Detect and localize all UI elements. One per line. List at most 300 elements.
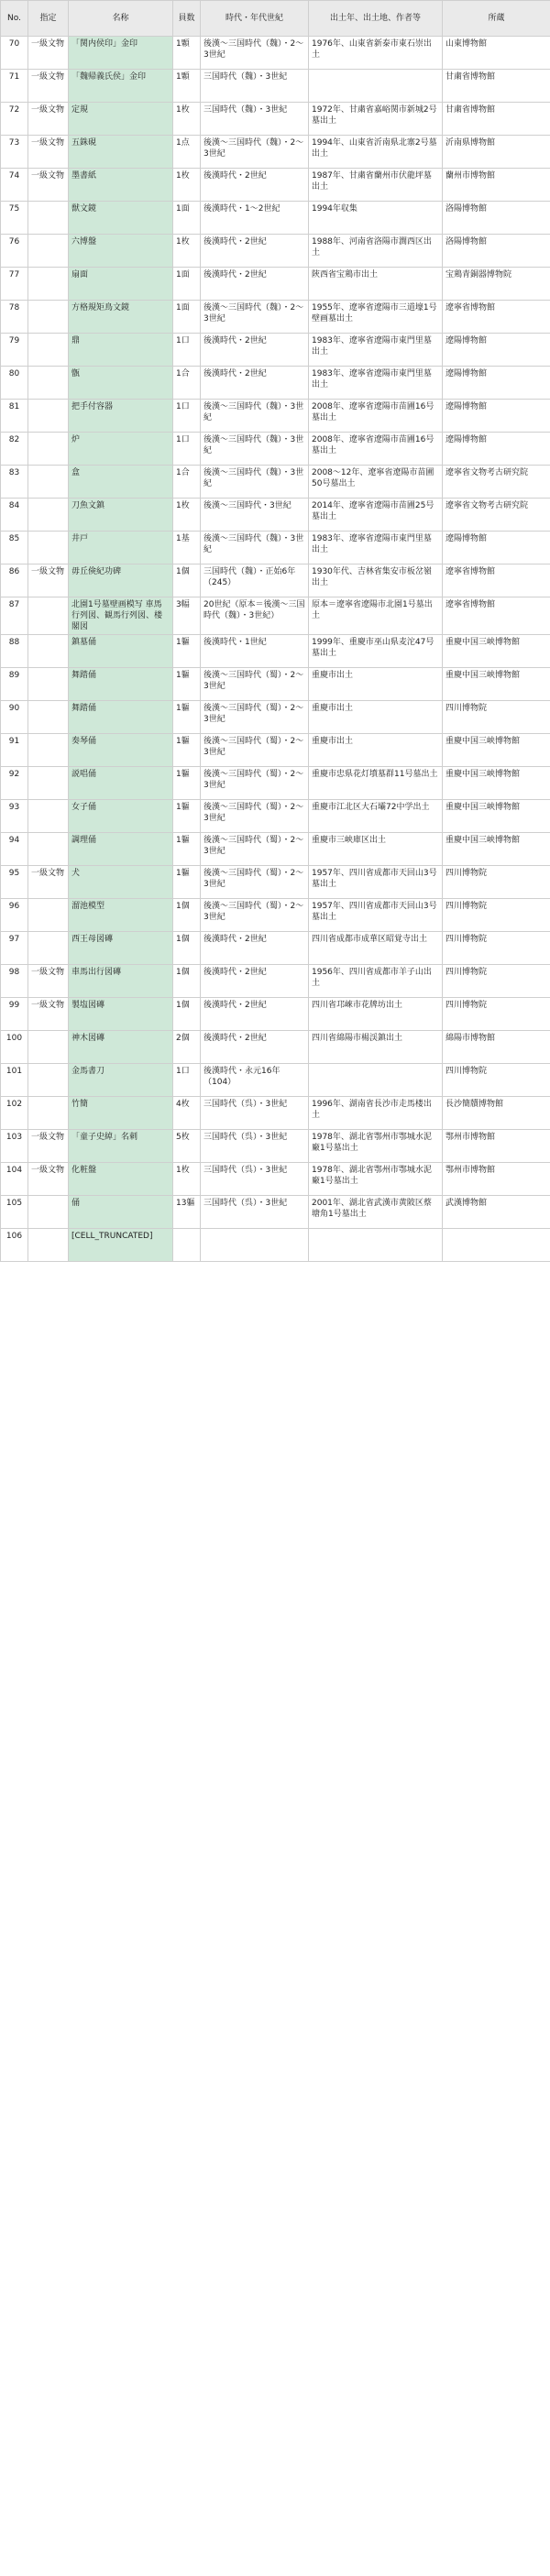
row-quantity: 1軀 — [173, 800, 201, 833]
row-number: 97 — [1, 932, 28, 965]
row-designation — [28, 800, 69, 833]
row-designation — [28, 734, 69, 767]
row-collection: 長沙簡牘博物館 — [443, 1097, 550, 1130]
row-origin: 四川省成都市成華区昭覚寺出土 — [309, 932, 443, 965]
row-number: 105 — [1, 1196, 28, 1229]
row-name: 俑 — [69, 1196, 173, 1229]
row-quantity: 1口 — [173, 334, 201, 367]
column-header-designation: 指定 — [28, 1, 69, 37]
row-origin: 2008年、遼寧省遼陽市苗圃16号墓出土 — [309, 400, 443, 433]
row-era: 後漢〜三国時代（蜀）・2〜3世紀 — [201, 734, 309, 767]
row-designation: 一級文物 — [28, 965, 69, 998]
table-row — [1, 70, 550, 103]
row-designation — [28, 1229, 69, 1262]
row-quantity: 3幅 — [173, 597, 201, 635]
row-origin: 1999年、重慶市巫山県麦沱47号墓出土 — [309, 635, 443, 668]
row-name: 井戸 — [69, 532, 173, 565]
row-collection: 山東博物館 — [443, 37, 550, 70]
row-era: 三国時代（呉）・3世紀 — [201, 1196, 309, 1229]
row-designation — [28, 268, 69, 301]
row-era: 後漢〜三国時代（蜀）・2〜3世紀 — [201, 668, 309, 701]
row-origin: 重慶市三峡庫区出土 — [309, 833, 443, 866]
row-quantity: 1軀 — [173, 767, 201, 800]
column-header-quantity: 員数 — [173, 1, 201, 37]
row-name: 刀魚文鎮 — [69, 499, 173, 532]
row-era: 後漢〜三国時代（蜀）・2〜3世紀 — [201, 899, 309, 932]
row-number: 82 — [1, 433, 28, 466]
row-origin: 1983年、遼寧省遼陽市東門里墓出土 — [309, 334, 443, 367]
row-designation: 一級文物 — [28, 70, 69, 103]
row-quantity: 1合 — [173, 466, 201, 499]
row-origin: 1972年、甘粛省嘉峪関市新城2号墓出土 — [309, 103, 443, 136]
row-era: 後漢〜三国時代（蜀）・2〜3世紀 — [201, 800, 309, 833]
table-row — [1, 136, 550, 169]
table-row — [1, 668, 550, 701]
row-designation — [28, 466, 69, 499]
row-origin: 1978年、湖北省鄂州市鄂城水泥廠1号墓出土 — [309, 1130, 443, 1163]
row-quantity: 1軀 — [173, 635, 201, 668]
row-name: 舞踏俑 — [69, 701, 173, 734]
row-name: 扇面 — [69, 268, 173, 301]
row-era: 後漢〜三国時代・3世紀 — [201, 499, 309, 532]
row-name: 犬 — [69, 866, 173, 899]
row-number: 103 — [1, 1130, 28, 1163]
row-collection: 遼寧省博物館 — [443, 301, 550, 334]
row-quantity: 1顆 — [173, 37, 201, 70]
row-name: 西王母図磚 — [69, 932, 173, 965]
row-collection: 洛陽博物館 — [443, 235, 550, 268]
table-row — [1, 1031, 550, 1064]
row-era: 後漢〜三国時代（魏）・2〜3世紀 — [201, 301, 309, 334]
table-row — [1, 532, 550, 565]
row-designation — [28, 433, 69, 466]
row-collection: 重慶中国三峡博物館 — [443, 668, 550, 701]
row-number: 101 — [1, 1064, 28, 1097]
row-name: 溜池模型 — [69, 899, 173, 932]
row-quantity: 1個 — [173, 932, 201, 965]
row-era: 後漢時代・2世紀 — [201, 367, 309, 400]
row-name: 神木図磚 — [69, 1031, 173, 1064]
row-collection: 甘粛省博物館 — [443, 103, 550, 136]
row-number: 81 — [1, 400, 28, 433]
row-number: 91 — [1, 734, 28, 767]
row-era: 三国時代（呉）・3世紀 — [201, 1097, 309, 1130]
row-collection: 四川博物院 — [443, 998, 550, 1031]
row-name: 竹簡 — [69, 1097, 173, 1130]
table-row — [1, 1196, 550, 1229]
row-number: 92 — [1, 767, 28, 800]
row-name: 北園1号墓壁画模写 車馬行列図、観馬行列図、楼閣図 — [69, 597, 173, 635]
row-origin: 原本＝遼寧省遼陽市北園1号墓出土 — [309, 597, 443, 635]
table-row — [1, 565, 550, 597]
row-number: 102 — [1, 1097, 28, 1130]
row-number: 72 — [1, 103, 28, 136]
row-origin: 重慶市忠県花灯墳墓群11号墓出土 — [309, 767, 443, 800]
row-designation: 一級文物 — [28, 136, 69, 169]
row-era: 後漢時代・2世紀 — [201, 268, 309, 301]
row-name: 五銖硯 — [69, 136, 173, 169]
table-header-row — [1, 1, 550, 37]
row-origin: 四川省邛崍市花牌坊出土 — [309, 998, 443, 1031]
row-designation — [28, 833, 69, 866]
row-name: [CELL_TRUNCATED] — [69, 1229, 173, 1262]
row-era: 後漢〜三国時代（蜀）・2〜3世紀 — [201, 767, 309, 800]
row-collection: 鄂州市博物館 — [443, 1163, 550, 1196]
row-number: 83 — [1, 466, 28, 499]
row-era: 後漢〜三国時代（蜀）・2〜3世紀 — [201, 833, 309, 866]
row-name: 化粧盤 — [69, 1163, 173, 1196]
row-designation — [28, 767, 69, 800]
row-quantity: 1点 — [173, 136, 201, 169]
row-era: 20世紀（原本＝後漢〜三国時代（魏）・3世紀） — [201, 597, 309, 635]
row-name: 六博盤 — [69, 235, 173, 268]
row-collection: 遼陽博物館 — [443, 532, 550, 565]
table-row — [1, 866, 550, 899]
column-header-era: 時代・年代世紀 — [201, 1, 309, 37]
row-designation: 一級文物 — [28, 103, 69, 136]
row-collection: 遼陽博物館 — [443, 334, 550, 367]
row-quantity: 1枚 — [173, 169, 201, 202]
row-era: 後漢時代・2世紀 — [201, 334, 309, 367]
row-collection: 蘭州市博物館 — [443, 169, 550, 202]
row-quantity: 1面 — [173, 268, 201, 301]
row-designation — [28, 334, 69, 367]
row-name: 炉 — [69, 433, 173, 466]
row-quantity: 1個 — [173, 965, 201, 998]
row-designation — [28, 235, 69, 268]
row-era: 後漢〜三国時代（魏）・2〜3世紀 — [201, 136, 309, 169]
row-name: 説唱俑 — [69, 767, 173, 800]
row-origin: 重慶市出土 — [309, 701, 443, 734]
row-name: 毋丘倹紀功碑 — [69, 565, 173, 597]
row-name: 甑 — [69, 367, 173, 400]
row-origin: 1983年、遼寧省遼陽市東門里墓出土 — [309, 532, 443, 565]
row-origin: 1996年、湖南省長沙市走馬楼出土 — [309, 1097, 443, 1130]
row-era: 後漢時代・2世紀 — [201, 169, 309, 202]
row-designation: 一級文物 — [28, 1163, 69, 1196]
row-designation — [28, 635, 69, 668]
row-name: 盒 — [69, 466, 173, 499]
row-name: 「魏帰義氏侯」金印 — [69, 70, 173, 103]
row-origin: 1983年、遼寧省遼陽市東門里墓出土 — [309, 367, 443, 400]
row-era: 後漢時代・2世紀 — [201, 1031, 309, 1064]
table-row — [1, 998, 550, 1031]
row-number: 96 — [1, 899, 28, 932]
row-collection: 武漢博物館 — [443, 1196, 550, 1229]
row-collection: 遼陽博物館 — [443, 433, 550, 466]
row-era — [201, 1229, 309, 1262]
row-quantity: 1面 — [173, 301, 201, 334]
row-origin — [309, 1229, 443, 1262]
row-quantity: 1枚 — [173, 235, 201, 268]
table-row — [1, 800, 550, 833]
row-era: 後漢時代・1世紀 — [201, 635, 309, 668]
row-quantity: 1枚 — [173, 499, 201, 532]
row-quantity: 1軀 — [173, 833, 201, 866]
table-row — [1, 899, 550, 932]
row-number: 99 — [1, 998, 28, 1031]
row-designation — [28, 1097, 69, 1130]
row-origin: 2008年、遼寧省遼陽市苗圃16号墓出土 — [309, 433, 443, 466]
row-collection: 重慶中国三峡博物館 — [443, 734, 550, 767]
row-quantity: 1面 — [173, 202, 201, 235]
table-row — [1, 37, 550, 70]
table-row — [1, 268, 550, 301]
row-era: 後漢時代・永元16年（104） — [201, 1064, 309, 1097]
row-name: 鼎 — [69, 334, 173, 367]
row-name: 定規 — [69, 103, 173, 136]
row-collection: 四川博物院 — [443, 1064, 550, 1097]
row-quantity: 1口 — [173, 1064, 201, 1097]
row-number: 75 — [1, 202, 28, 235]
table-row — [1, 466, 550, 499]
row-quantity: 1個 — [173, 899, 201, 932]
row-designation — [28, 499, 69, 532]
row-designation — [28, 1196, 69, 1229]
row-quantity: 1個 — [173, 565, 201, 597]
row-origin: 四川省綿陽市楊渓鎮出土 — [309, 1031, 443, 1064]
row-name: 製塩図磚 — [69, 998, 173, 1031]
row-era: 後漢〜三国時代（蜀）・2〜3世紀 — [201, 866, 309, 899]
row-collection: 重慶中国三峡博物館 — [443, 635, 550, 668]
row-collection: 遼寧省博物館 — [443, 565, 550, 597]
row-quantity: 2個 — [173, 1031, 201, 1064]
row-origin: 1994年、山東省沂南県北寨2号墓出土 — [309, 136, 443, 169]
row-era: 三国時代（魏）・正始6年（245） — [201, 565, 309, 597]
row-origin: 陝西省宝鶏市出土 — [309, 268, 443, 301]
table-row — [1, 597, 550, 635]
row-quantity: 13軀 — [173, 1196, 201, 1229]
table-row — [1, 965, 550, 998]
column-header-origin: 出土年、出土地、作者等 — [309, 1, 443, 37]
row-era: 三国時代（魏）・3世紀 — [201, 103, 309, 136]
row-name: 墨書紙 — [69, 169, 173, 202]
row-origin: 重慶市出土 — [309, 734, 443, 767]
row-designation: 一級文物 — [28, 169, 69, 202]
row-era: 三国時代（呉）・3世紀 — [201, 1130, 309, 1163]
row-collection: 遼陽博物館 — [443, 400, 550, 433]
row-quantity: 1軀 — [173, 701, 201, 734]
row-name: 鎮墓俑 — [69, 635, 173, 668]
column-header-no: No. — [1, 1, 28, 37]
row-quantity: 5枚 — [173, 1130, 201, 1163]
row-collection: 遼寧省文物考古研究院 — [443, 466, 550, 499]
row-origin: 1957年、四川省成都市天回山3号墓出土 — [309, 866, 443, 899]
table-row — [1, 767, 550, 800]
row-collection: 四川博物院 — [443, 965, 550, 998]
row-era: 後漢時代・2世紀 — [201, 998, 309, 1031]
row-number: 87 — [1, 597, 28, 635]
row-designation: 一級文物 — [28, 37, 69, 70]
row-collection: 四川博物院 — [443, 899, 550, 932]
row-name: 「童子史綽」名刺 — [69, 1130, 173, 1163]
row-era: 後漢〜三国時代（魏）・3世紀 — [201, 400, 309, 433]
row-era: 後漢〜三国時代（魏）・3世紀 — [201, 466, 309, 499]
row-number: 77 — [1, 268, 28, 301]
row-number: 71 — [1, 70, 28, 103]
row-quantity: 1枚 — [173, 1163, 201, 1196]
row-origin: 1957年、四川省成都市天回山3号墓出土 — [309, 899, 443, 932]
table-row — [1, 1064, 550, 1097]
row-number: 89 — [1, 668, 28, 701]
table-row — [1, 1097, 550, 1130]
row-designation — [28, 1064, 69, 1097]
row-collection: 遼陽博物館 — [443, 367, 550, 400]
row-number: 90 — [1, 701, 28, 734]
row-collection: 沂南県博物館 — [443, 136, 550, 169]
row-origin: 重慶市江北区大石壩72中学出土 — [309, 800, 443, 833]
row-number: 94 — [1, 833, 28, 866]
row-origin — [309, 70, 443, 103]
row-designation — [28, 400, 69, 433]
row-quantity: 1口 — [173, 433, 201, 466]
row-origin: 1930年代、吉林省集安市板岔嶺出土 — [309, 565, 443, 597]
row-collection: 四川博物院 — [443, 866, 550, 899]
row-name: 金馬書刀 — [69, 1064, 173, 1097]
row-name: 調理俑 — [69, 833, 173, 866]
row-number: 74 — [1, 169, 28, 202]
row-quantity: 1枚 — [173, 103, 201, 136]
row-era: 後漢時代・2世紀 — [201, 235, 309, 268]
row-collection: 遼寧省文物考古研究院 — [443, 499, 550, 532]
table-row — [1, 202, 550, 235]
row-collection: 鄂州市博物館 — [443, 1130, 550, 1163]
row-quantity: 1口 — [173, 400, 201, 433]
row-quantity: 1顆 — [173, 70, 201, 103]
row-designation — [28, 532, 69, 565]
row-number: 106 — [1, 1229, 28, 1262]
row-number: 70 — [1, 37, 28, 70]
row-name: 舞踏俑 — [69, 668, 173, 701]
table-row — [1, 701, 550, 734]
table-row — [1, 169, 550, 202]
row-designation: 一級文物 — [28, 998, 69, 1031]
row-collection: 甘粛省博物館 — [443, 70, 550, 103]
table-row — [1, 1163, 550, 1196]
row-origin: 2008〜12年、遼寧省遼陽市苗圃50号墓出土 — [309, 466, 443, 499]
row-designation — [28, 701, 69, 734]
row-designation — [28, 932, 69, 965]
table-row — [1, 400, 550, 433]
row-number: 93 — [1, 800, 28, 833]
row-era: 後漢〜三国時代（魏）・3世紀 — [201, 532, 309, 565]
row-origin: 1988年、河南省洛陽市澗西区出土 — [309, 235, 443, 268]
row-number: 104 — [1, 1163, 28, 1196]
row-quantity: 1軀 — [173, 668, 201, 701]
row-era: 後漢時代・1〜2世紀 — [201, 202, 309, 235]
row-collection: 重慶中国三峡博物館 — [443, 767, 550, 800]
row-quantity: 1合 — [173, 367, 201, 400]
row-number: 80 — [1, 367, 28, 400]
row-name: 奏琴俑 — [69, 734, 173, 767]
row-number: 98 — [1, 965, 28, 998]
row-name: 「関内侯印」金印 — [69, 37, 173, 70]
row-era: 後漢〜三国時代（魏）・3世紀 — [201, 433, 309, 466]
table-row — [1, 734, 550, 767]
row-number: 86 — [1, 565, 28, 597]
row-origin: 1955年、遼寧省遼陽市三道壕1号壁画墓出土 — [309, 301, 443, 334]
row-quantity — [173, 1229, 201, 1262]
row-era: 後漢時代・2世紀 — [201, 965, 309, 998]
row-era: 後漢時代・2世紀 — [201, 932, 309, 965]
table-row — [1, 1229, 550, 1262]
column-header-name: 名称 — [69, 1, 173, 37]
row-origin: 1976年、山東省新泰市東石崇出土 — [309, 37, 443, 70]
row-number: 84 — [1, 499, 28, 532]
table-row — [1, 334, 550, 367]
row-quantity: 1基 — [173, 532, 201, 565]
row-designation — [28, 668, 69, 701]
row-number: 88 — [1, 635, 28, 668]
row-origin: 1987年、甘粛省蘭州市伏龍坪墓出土 — [309, 169, 443, 202]
row-quantity: 1個 — [173, 998, 201, 1031]
row-collection: 遼寧省博物館 — [443, 597, 550, 635]
row-quantity: 4枚 — [173, 1097, 201, 1130]
row-collection: 重慶中国三峡博物館 — [443, 800, 550, 833]
row-designation — [28, 202, 69, 235]
row-designation — [28, 899, 69, 932]
artifact-table — [0, 0, 550, 1262]
row-designation: 一級文物 — [28, 565, 69, 597]
row-collection: 洛陽博物館 — [443, 202, 550, 235]
row-collection: 四川博物院 — [443, 932, 550, 965]
row-name: 女子俑 — [69, 800, 173, 833]
table-row — [1, 635, 550, 668]
row-name: 把手付容器 — [69, 400, 173, 433]
row-collection: 四川博物院 — [443, 701, 550, 734]
table-row — [1, 103, 550, 136]
row-designation: 一級文物 — [28, 1130, 69, 1163]
row-designation — [28, 301, 69, 334]
row-name: 方格規矩鳥文鏡 — [69, 301, 173, 334]
table-row — [1, 833, 550, 866]
row-number: 95 — [1, 866, 28, 899]
row-origin: 1956年、四川省成都市羊子山出土 — [309, 965, 443, 998]
row-era: 後漢〜三国時代（蜀）・2〜3世紀 — [201, 701, 309, 734]
row-number: 73 — [1, 136, 28, 169]
row-origin: 重慶市出土 — [309, 668, 443, 701]
row-era: 後漢〜三国時代（魏）・2〜3世紀 — [201, 37, 309, 70]
row-number: 100 — [1, 1031, 28, 1064]
column-header-collection: 所蔵 — [443, 1, 550, 37]
row-number: 85 — [1, 532, 28, 565]
row-origin: 2014年、遼寧省遼陽市苗圃25号墓出土 — [309, 499, 443, 532]
table-row — [1, 235, 550, 268]
row-origin: 1994年収集 — [309, 202, 443, 235]
row-designation — [28, 597, 69, 635]
row-collection: 綿陽市博物館 — [443, 1031, 550, 1064]
table-row — [1, 301, 550, 334]
row-designation — [28, 1031, 69, 1064]
table-row — [1, 433, 550, 466]
table-row — [1, 1130, 550, 1163]
row-era: 三国時代（魏）・3世紀 — [201, 70, 309, 103]
row-collection — [443, 1229, 550, 1262]
row-quantity: 1軀 — [173, 866, 201, 899]
table-row — [1, 499, 550, 532]
table-row — [1, 367, 550, 400]
row-number: 79 — [1, 334, 28, 367]
row-quantity: 1軀 — [173, 734, 201, 767]
row-number: 78 — [1, 301, 28, 334]
row-designation: 一級文物 — [28, 866, 69, 899]
row-name: 獣文鏡 — [69, 202, 173, 235]
row-name: 車馬出行図磚 — [69, 965, 173, 998]
row-designation — [28, 367, 69, 400]
row-origin: 1978年、湖北省鄂州市鄂城水泥廠1号墓出土 — [309, 1163, 443, 1196]
row-collection: 宝鶏青銅器博物院 — [443, 268, 550, 301]
row-collection: 重慶中国三峡博物館 — [443, 833, 550, 866]
